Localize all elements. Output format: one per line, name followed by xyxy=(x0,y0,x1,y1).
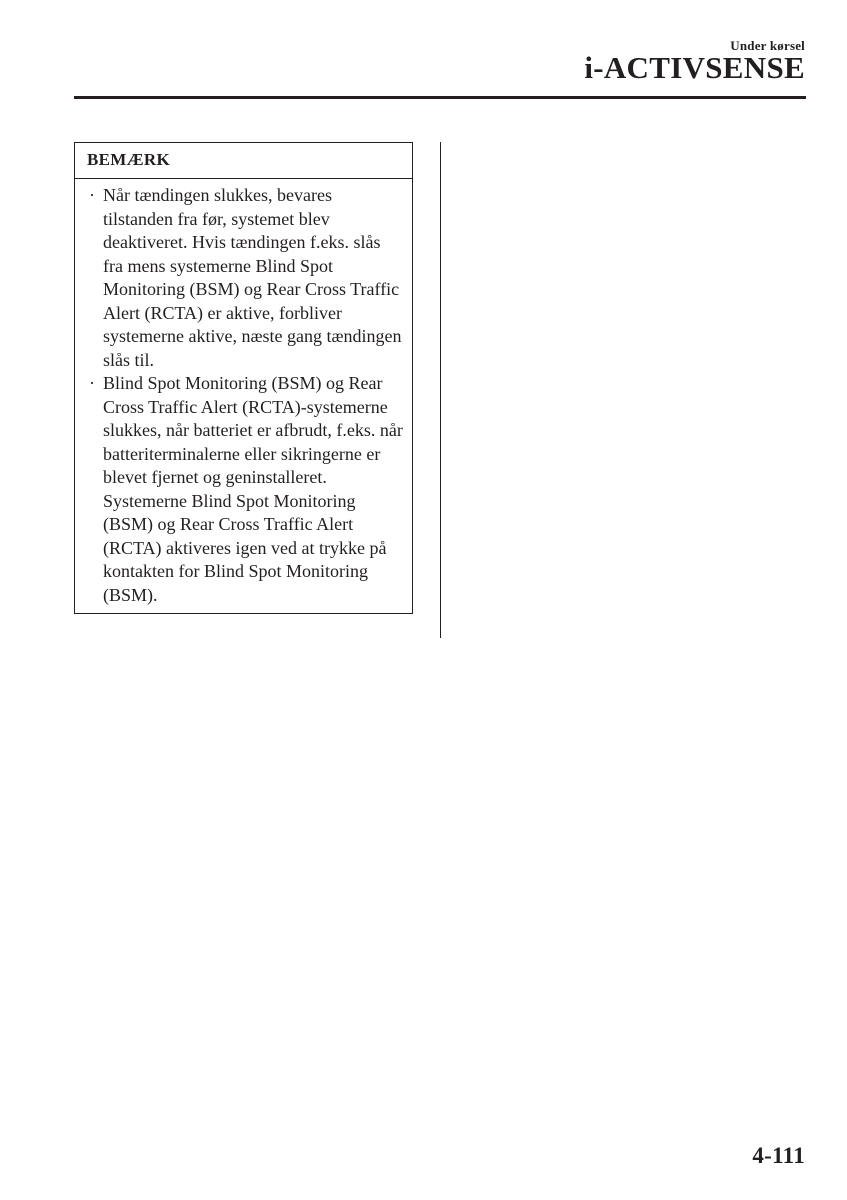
note-heading: BEMÆRK xyxy=(75,143,412,179)
note-list xyxy=(75,179,412,613)
note-item xyxy=(87,184,404,372)
note-item xyxy=(87,372,404,607)
column-divider xyxy=(440,142,441,638)
bullet-icon: · xyxy=(89,373,95,393)
header-divider xyxy=(74,96,806,99)
note-item-text: Når tændingen slukkes, bevares tilstanden fra før, systemet blev deaktiveret. Hvis tændingen f.eks. slås fra mens systemerne Blind Spot Monitoring (BSM) og Rear Cross Traffic Alert (RCTA) er aktive, forbliver systemerne aktive, næste gang tændingen slås til. xyxy=(103,185,402,370)
page-number: 4-111 xyxy=(752,1143,805,1168)
note-box xyxy=(74,142,413,614)
note-item-text: Blind Spot Monitoring (BSM) og Rear Cross Traffic Alert (RCTA)-systemerne slukkes, når batteriet er afbrudt, f.eks. når batteriterminalerne eller sikringerne er blevet fjernet og geninstalleret. Systemerne Blind Spot Monitoring (BSM) og Rear Cross Traffic Alert (RCTA) aktiveres igen ved at trykke på kontakten for Blind Spot Monitoring (BSM). xyxy=(103,373,403,605)
running-header-title: i-ACTIVSENSE xyxy=(584,50,805,85)
bullet-icon: · xyxy=(89,185,95,205)
running-header-section: Under kørsel xyxy=(730,38,805,53)
